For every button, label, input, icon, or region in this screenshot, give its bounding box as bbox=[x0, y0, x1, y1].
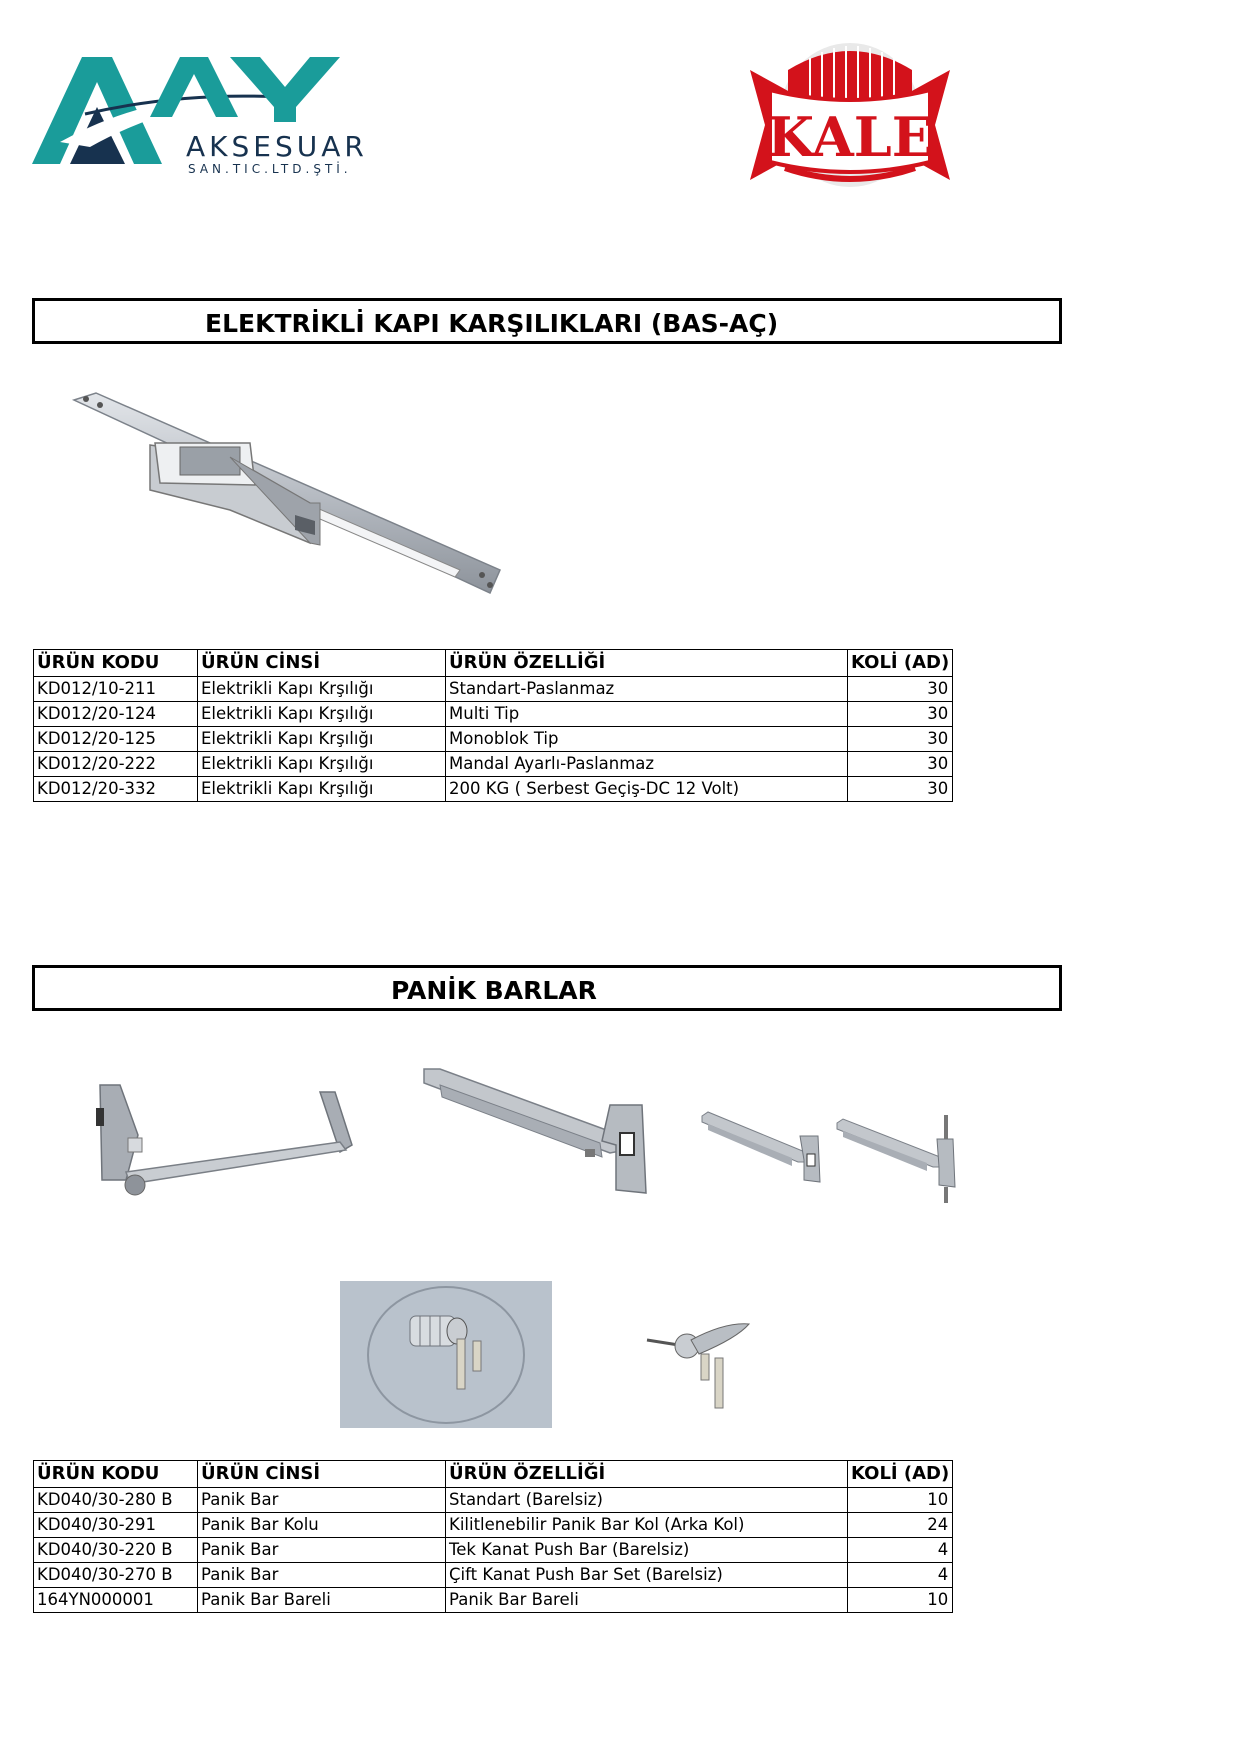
ay-aksesuar-logo bbox=[30, 52, 390, 182]
cell-box-qty: 30 bbox=[848, 777, 953, 802]
col-header-code: ÜRÜN KODU bbox=[34, 650, 198, 677]
table-row bbox=[34, 1588, 953, 1613]
cell-code: KD012/20-222 bbox=[34, 752, 198, 777]
table-row bbox=[34, 677, 953, 702]
table-row bbox=[34, 702, 953, 727]
cell-feature: Monoblok Tip bbox=[446, 727, 848, 752]
col-header-code: ÜRÜN KODU bbox=[34, 1461, 198, 1488]
cell-box-qty: 4 bbox=[848, 1563, 953, 1588]
cell-type: Panik Bar Bareli bbox=[198, 1588, 446, 1613]
cell-box-qty: 10 bbox=[848, 1488, 953, 1513]
cell-box-qty: 30 bbox=[848, 752, 953, 777]
double-push-bar-image bbox=[835, 1095, 965, 1209]
cell-type: Panik Bar bbox=[198, 1563, 446, 1588]
electric-strike-table bbox=[33, 649, 953, 802]
panic-bar-pushbar-image bbox=[420, 1065, 660, 1209]
section-title-electric-strikes bbox=[32, 298, 1062, 344]
single-push-bar-image bbox=[700, 1100, 830, 1189]
table-row bbox=[34, 752, 953, 777]
cell-feature: Multi Tip bbox=[446, 702, 848, 727]
cell-code: 164YN000001 bbox=[34, 1588, 198, 1613]
cell-box-qty: 10 bbox=[848, 1588, 953, 1613]
section-title-text: ELEKTRİKLİ KAPI KARŞILIKLARI (BAS-AÇ) bbox=[205, 309, 779, 338]
table-header-row bbox=[34, 1461, 953, 1488]
cell-code: KD012/20-124 bbox=[34, 702, 198, 727]
col-header-type: ÜRÜN CİNSİ bbox=[198, 1461, 446, 1488]
cell-code: KD012/20-125 bbox=[34, 727, 198, 752]
panic-bar-crossbar-image bbox=[90, 1080, 360, 1214]
table-row bbox=[34, 1538, 953, 1563]
cell-type: Panik Bar bbox=[198, 1488, 446, 1513]
cell-type: Elektrikli Kapı Krşılığı bbox=[198, 777, 446, 802]
cell-code: KD012/20-332 bbox=[34, 777, 198, 802]
ay-logo-line2: SAN.TIC.LTD.ŞTİ. bbox=[188, 162, 352, 176]
cell-type: Elektrikli Kapı Krşılığı bbox=[198, 702, 446, 727]
kale-logo-text: KALE bbox=[767, 105, 933, 169]
cell-type: Elektrikli Kapı Krşılığı bbox=[198, 677, 446, 702]
cell-feature: Kilitlenebilir Panik Bar Kol (Arka Kol) bbox=[446, 1513, 848, 1538]
cell-box-qty: 30 bbox=[848, 727, 953, 752]
cell-code: KD012/10-211 bbox=[34, 677, 198, 702]
col-header-box-qty: KOLİ (AD) bbox=[848, 650, 953, 677]
cell-type: Elektrikli Kapı Krşılığı bbox=[198, 727, 446, 752]
panic-bar-lever-image bbox=[645, 1310, 755, 1414]
cell-feature: Panik Bar Bareli bbox=[446, 1588, 848, 1613]
cell-type: Elektrikli Kapı Krşılığı bbox=[198, 752, 446, 777]
cell-box-qty: 24 bbox=[848, 1513, 953, 1538]
cell-feature: Tek Kanat Push Bar (Barelsiz) bbox=[446, 1538, 848, 1563]
kale-logo bbox=[730, 40, 970, 190]
table-row bbox=[34, 777, 953, 802]
cell-feature: Standart-Paslanmaz bbox=[446, 677, 848, 702]
col-header-feature: ÜRÜN ÖZELLİĞİ bbox=[446, 1461, 848, 1488]
panic-bar-table bbox=[33, 1460, 953, 1613]
col-header-type: ÜRÜN CİNSİ bbox=[198, 650, 446, 677]
cell-type: Panik Bar bbox=[198, 1538, 446, 1563]
cell-type: Panik Bar Kolu bbox=[198, 1513, 446, 1538]
electric-strike-image bbox=[70, 385, 510, 619]
table-row bbox=[34, 727, 953, 752]
cell-box-qty: 30 bbox=[848, 702, 953, 727]
ay-logo-line1: AKSESUAR bbox=[186, 130, 368, 163]
cell-box-qty: 30 bbox=[848, 677, 953, 702]
table-row bbox=[34, 1513, 953, 1538]
cell-code: KD040/30-291 bbox=[34, 1513, 198, 1538]
table-row bbox=[34, 1488, 953, 1513]
panic-bar-barrel-image bbox=[340, 1281, 552, 1432]
col-header-box-qty: KOLİ (AD) bbox=[848, 1461, 953, 1488]
cell-code: KD040/30-220 B bbox=[34, 1538, 198, 1563]
cell-feature: Standart (Barelsiz) bbox=[446, 1488, 848, 1513]
cell-code: KD040/30-270 B bbox=[34, 1563, 198, 1588]
col-header-feature: ÜRÜN ÖZELLİĞİ bbox=[446, 650, 848, 677]
section-title-text: PANİK BARLAR bbox=[391, 976, 597, 1005]
section-title-panic-bars bbox=[32, 965, 1062, 1011]
cell-code: KD040/30-280 B bbox=[34, 1488, 198, 1513]
table-header-row bbox=[34, 650, 953, 677]
cell-feature: 200 KG ( Serbest Geçiş-DC 12 Volt) bbox=[446, 777, 848, 802]
cell-feature: Mandal Ayarlı-Paslanmaz bbox=[446, 752, 848, 777]
table-row bbox=[34, 1563, 953, 1588]
kale-logo-mark bbox=[730, 40, 970, 190]
cell-feature: Çift Kanat Push Bar Set (Barelsiz) bbox=[446, 1563, 848, 1588]
cell-box-qty: 4 bbox=[848, 1538, 953, 1563]
